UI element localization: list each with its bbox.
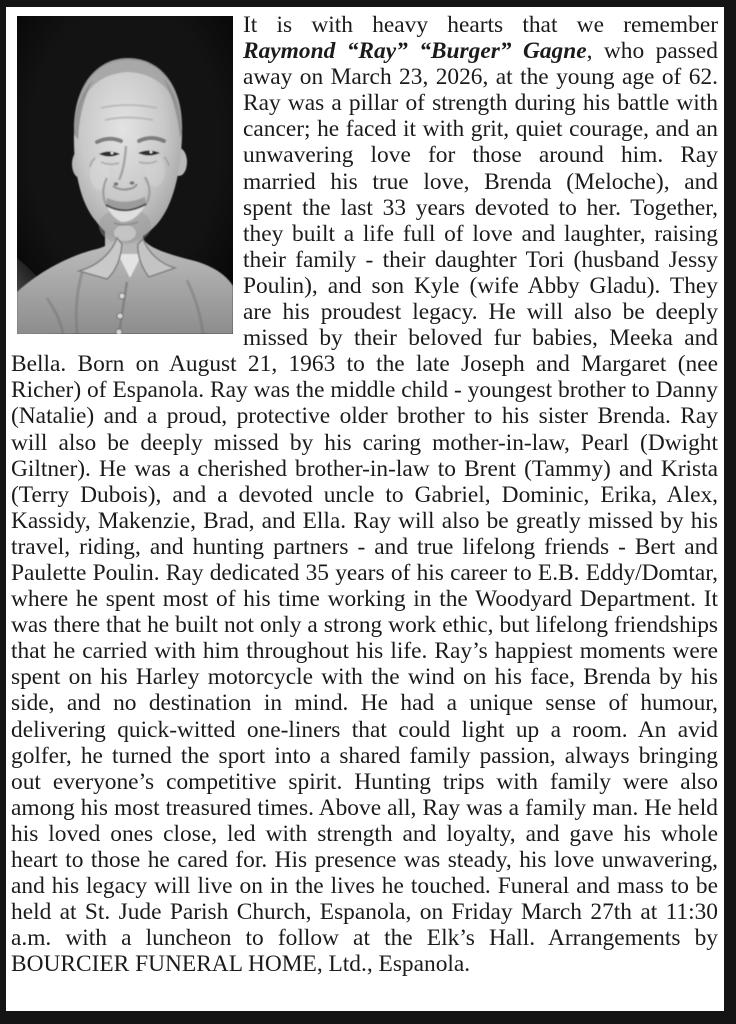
obituary-body: , who passed away on March 23, 2026, at the young age of 62. Ray was a pillar of strength during his battle with cancer; he faced it with grit, quiet courage, and an unwavering love for those around him. Ray married his true love, Brenda (Meloche), and spent the last 33 years devoted to her. Together, they built a life full of love and laughter, raising their family - their daughter Tori (husband Jessy Poulin), and son Kyle (wife Abby Gladu). They are his proudest legacy. He will also be deeply missed by their beloved fur babies, Meeka and Bella. Born on August 21, 1963 to the late Joseph and Margaret (nee Richer) of Espanola. Ray was the middle child - youngest brother to Danny (Natalie) and a proud, protective older brother to his sister Brenda. Ray will also be deeply missed by his caring mother-in-law, Pearl (Dwight Giltner). He was a cherished brother-in-law to Brent (Tammy) and Krista (Terry Dubois), and a devoted uncle to Gabriel, Dominic, Erika, Alex, Kassidy, Makenzie, Brad, and Ella. Ray will also be greatly missed by his travel, riding, and hunting partners - and true lifelong friends - Bert and Paulette Poulin. Ray dedicated 35 years of his career to E.B. Eddy/Domtar, where he spent most of his time working in the Woodyard Department. It was there that he built not only a strong work ethic, but lifelong friendships that he carried with him throughout his life. Ray’s happiest moments were spent on his Harley motorcycle with the wind on his face, Brenda by his side, and no destination in mind. He had a unique sense of humour, delivering quick-witted one-liners that could light up a room. An avid golfer, he turned the sport into a shared family passion, always bringing out everyone’s competitive spirit. Hunting trips with family were also among his most treasured times. Above all, Ray was a family man. He held his loved ones close, led with strength and loyalty, and gave his whole heart to those he cared for. His presence was steady, his love unwavering, and his legacy will live on in the lives he touched. Funeral and mass to be held at St. Jude Parish Church, Espanola, on Friday March 27th at 11:30 a.m. with a luncheon to follow at the Elk’s Hall. Arrangements by BOURCIER FUNERAL HOME, Ltd., Espanola. — [11, 38, 718, 978]
deceased-name: Raymond “Ray” “Burger” Gagne — [243, 38, 587, 65]
portrait-photo-image — [17, 16, 233, 334]
obituary-opening: It is with heavy hearts that we remember — [243, 12, 718, 38]
portrait-photo — [17, 16, 233, 334]
